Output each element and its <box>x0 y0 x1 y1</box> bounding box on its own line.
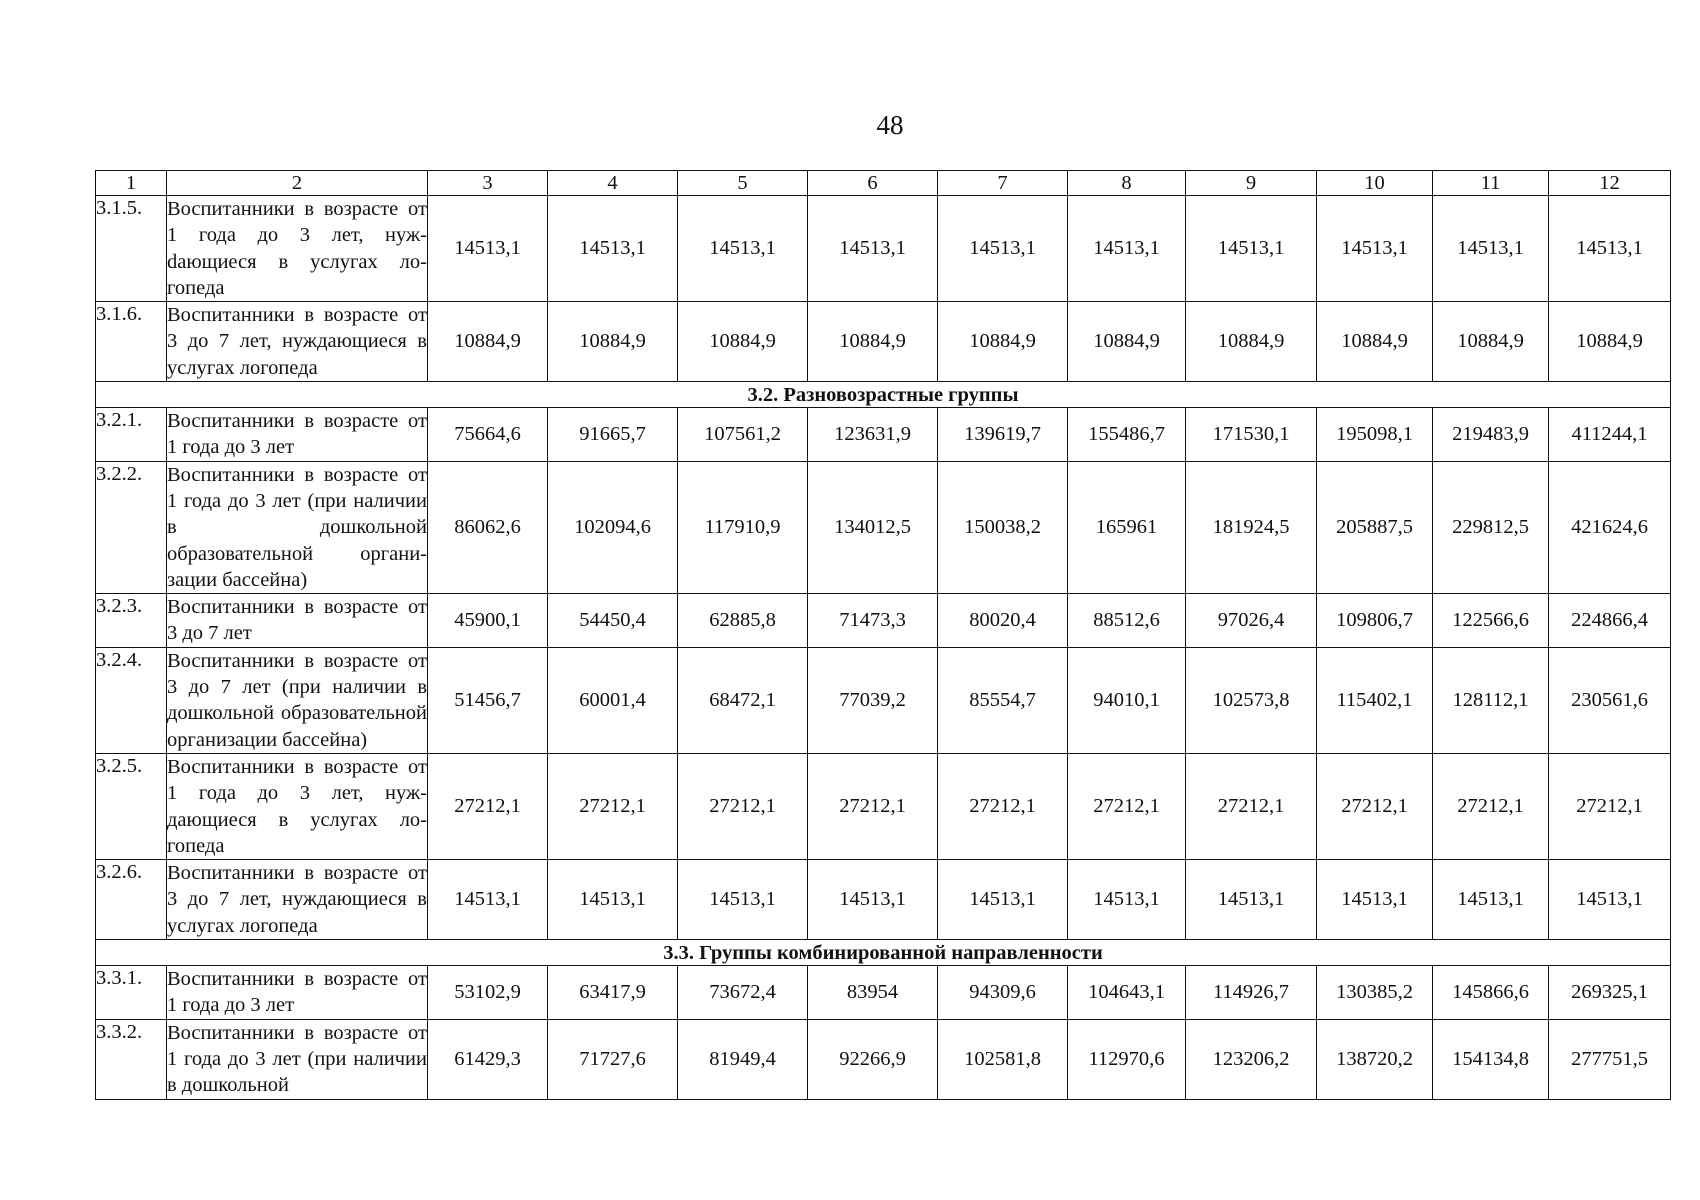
row-description: Воспитанники в возрасте от 3 до 7 лет (при наличии в дошкольной образовательной организации бассейна) <box>167 647 428 753</box>
value-cell: 45900,1 <box>428 594 548 648</box>
value-cell: 205887,5 <box>1317 461 1433 593</box>
value-cell: 14513,1 <box>1433 196 1549 302</box>
value-cell: 150038,2 <box>938 461 1068 593</box>
value-cell: 86062,6 <box>428 461 548 593</box>
value-cell: 195098,1 <box>1317 408 1433 462</box>
row-description: Воспитанники в возрасте от 1 года до 3 лет, нуждающиеся в услугах логопеда <box>167 753 428 859</box>
value-cell: 85554,7 <box>938 647 1068 753</box>
page-number: 48 <box>876 110 904 140</box>
value-cell: 60001,4 <box>548 647 678 753</box>
row-description: Воспитанники в возрасте от 3 до 7 лет, нуждающиеся в услугах логопеда <box>167 860 428 940</box>
value-cell: 171530,1 <box>1186 408 1317 462</box>
value-cell: 10884,9 <box>1433 302 1549 382</box>
value-cell: 14513,1 <box>1317 860 1433 940</box>
row-description: Воспитанники в возрасте от 1 года до 3 лет (при наличии в дошкольной <box>167 1019 428 1099</box>
value-cell: 71473,3 <box>808 594 938 648</box>
value-cell: 27212,1 <box>1549 753 1671 859</box>
value-cell: 68472,1 <box>678 647 808 753</box>
value-cell: 117910,9 <box>678 461 808 593</box>
value-cell: 94010,1 <box>1068 647 1186 753</box>
row-code: 3.3.2. <box>96 1019 167 1099</box>
value-cell: 14513,1 <box>938 860 1068 940</box>
table-row <box>96 1019 1671 1099</box>
value-cell: 109806,7 <box>1317 594 1433 648</box>
value-cell: 219483,9 <box>1433 408 1549 462</box>
value-cell: 10884,9 <box>1186 302 1317 382</box>
value-cell: 14513,1 <box>1549 860 1671 940</box>
value-cell: 130385,2 <box>1317 966 1433 1020</box>
value-cell: 27212,1 <box>428 753 548 859</box>
value-cell: 14513,1 <box>1068 196 1186 302</box>
value-cell: 145866,6 <box>1433 966 1549 1020</box>
value-cell: 165961 <box>1068 461 1186 593</box>
section-header-row <box>96 940 1671 966</box>
value-cell: 10884,9 <box>938 302 1068 382</box>
column-number-header: 6 <box>808 171 938 196</box>
value-cell: 27212,1 <box>1068 753 1186 859</box>
column-number-header: 12 <box>1549 171 1671 196</box>
value-cell: 14513,1 <box>938 196 1068 302</box>
value-cell: 10884,9 <box>428 302 548 382</box>
value-cell: 10884,9 <box>808 302 938 382</box>
value-cell: 10884,9 <box>1068 302 1186 382</box>
value-cell: 27212,1 <box>938 753 1068 859</box>
value-cell: 14513,1 <box>428 196 548 302</box>
value-cell: 224866,4 <box>1549 594 1671 648</box>
value-cell: 230561,6 <box>1549 647 1671 753</box>
value-cell: 14513,1 <box>1186 860 1317 940</box>
value-cell: 10884,9 <box>1549 302 1671 382</box>
value-cell: 14513,1 <box>678 860 808 940</box>
row-code: 3.2.2. <box>96 461 167 593</box>
value-cell: 115402,1 <box>1317 647 1433 753</box>
value-cell: 122566,6 <box>1433 594 1549 648</box>
value-cell: 14513,1 <box>548 860 678 940</box>
value-cell: 53102,9 <box>428 966 548 1020</box>
row-code: 3.2.6. <box>96 860 167 940</box>
value-cell: 14513,1 <box>1433 860 1549 940</box>
column-number-header: 9 <box>1186 171 1317 196</box>
column-number-header: 8 <box>1068 171 1186 196</box>
value-cell: 10884,9 <box>1317 302 1433 382</box>
column-number-header: 3 <box>428 171 548 196</box>
value-cell: 54450,4 <box>548 594 678 648</box>
value-cell: 27212,1 <box>1186 753 1317 859</box>
value-cell: 14513,1 <box>428 860 548 940</box>
value-cell: 27212,1 <box>808 753 938 859</box>
table-row <box>96 753 1671 859</box>
table-row <box>96 860 1671 940</box>
row-description: Воспитанники в возрасте от 1 года до 3 лет, нужdающиеся в услугах логопеда <box>167 196 428 302</box>
column-number-header: 10 <box>1317 171 1433 196</box>
value-cell: 14513,1 <box>808 860 938 940</box>
value-cell: 107561,2 <box>678 408 808 462</box>
table-row <box>96 196 1671 302</box>
row-code: 3.1.6. <box>96 302 167 382</box>
table-row <box>96 461 1671 593</box>
value-cell: 27212,1 <box>548 753 678 859</box>
value-cell: 102581,8 <box>938 1019 1068 1099</box>
row-code: 3.2.3. <box>96 594 167 648</box>
value-cell: 123206,2 <box>1186 1019 1317 1099</box>
row-code: 3.2.4. <box>96 647 167 753</box>
value-cell: 10884,9 <box>548 302 678 382</box>
value-cell: 63417,9 <box>548 966 678 1020</box>
table-row <box>96 302 1671 382</box>
value-cell: 91665,7 <box>548 408 678 462</box>
value-cell: 14513,1 <box>1317 196 1433 302</box>
column-number-header: 7 <box>938 171 1068 196</box>
value-cell: 75664,6 <box>428 408 548 462</box>
value-cell: 14513,1 <box>548 196 678 302</box>
value-cell: 27212,1 <box>1317 753 1433 859</box>
value-cell: 10884,9 <box>678 302 808 382</box>
row-description: Воспитанники в возрасте от 1 года до 3 лет <box>167 408 428 462</box>
section-title: 3.3. Группы комбинированной направленности <box>96 940 1671 966</box>
row-description: Воспитанники в возрасте от 1 года до 3 лет (при наличии в дошкольной образовательной организации бассейна) <box>167 461 428 593</box>
value-cell: 61429,3 <box>428 1019 548 1099</box>
row-description: Воспитанники в возрасте от 1 года до 3 лет <box>167 966 428 1020</box>
value-cell: 277751,5 <box>1549 1019 1671 1099</box>
value-cell: 138720,2 <box>1317 1019 1433 1099</box>
value-cell: 73672,4 <box>678 966 808 1020</box>
value-cell: 123631,9 <box>808 408 938 462</box>
value-cell: 114926,7 <box>1186 966 1317 1020</box>
value-cell: 155486,7 <box>1068 408 1186 462</box>
section-title: 3.2. Разновозрастные группы <box>96 382 1671 408</box>
value-cell: 14513,1 <box>1549 196 1671 302</box>
value-cell: 229812,5 <box>1433 461 1549 593</box>
column-number-header: 11 <box>1433 171 1549 196</box>
column-number-header: 1 <box>96 171 167 196</box>
value-cell: 181924,5 <box>1186 461 1317 593</box>
table-row <box>96 966 1671 1020</box>
value-cell: 128112,1 <box>1433 647 1549 753</box>
row-code: 3.2.5. <box>96 753 167 859</box>
value-cell: 77039,2 <box>808 647 938 753</box>
column-number-header: 4 <box>548 171 678 196</box>
value-cell: 112970,6 <box>1068 1019 1186 1099</box>
value-cell: 139619,7 <box>938 408 1068 462</box>
tariff-table <box>95 170 1671 1100</box>
value-cell: 62885,8 <box>678 594 808 648</box>
row-code: 3.1.5. <box>96 196 167 302</box>
value-cell: 80020,4 <box>938 594 1068 648</box>
value-cell: 14513,1 <box>1068 860 1186 940</box>
value-cell: 14513,1 <box>678 196 808 302</box>
value-cell: 27212,1 <box>678 753 808 859</box>
column-number-header: 2 <box>167 171 428 196</box>
value-cell: 83954 <box>808 966 938 1020</box>
value-cell: 134012,5 <box>808 461 938 593</box>
value-cell: 411244,1 <box>1549 408 1671 462</box>
row-code: 3.3.1. <box>96 966 167 1020</box>
row-code: 3.2.1. <box>96 408 167 462</box>
value-cell: 269325,1 <box>1549 966 1671 1020</box>
value-cell: 51456,7 <box>428 647 548 753</box>
value-cell: 81949,4 <box>678 1019 808 1099</box>
value-cell: 14513,1 <box>808 196 938 302</box>
value-cell: 102094,6 <box>548 461 678 593</box>
value-cell: 97026,4 <box>1186 594 1317 648</box>
row-description: Воспитанники в возрасте от 3 до 7 лет, нуждающиеся в услугах логопеда <box>167 302 428 382</box>
value-cell: 88512,6 <box>1068 594 1186 648</box>
value-cell: 27212,1 <box>1433 753 1549 859</box>
value-cell: 102573,8 <box>1186 647 1317 753</box>
table-row <box>96 408 1671 462</box>
table-row <box>96 594 1671 648</box>
section-header-row <box>96 382 1671 408</box>
value-cell: 421624,6 <box>1549 461 1671 593</box>
value-cell: 92266,9 <box>808 1019 938 1099</box>
column-number-header: 5 <box>678 171 808 196</box>
value-cell: 71727,6 <box>548 1019 678 1099</box>
value-cell: 14513,1 <box>1186 196 1317 302</box>
value-cell: 154134,8 <box>1433 1019 1549 1099</box>
value-cell: 104643,1 <box>1068 966 1186 1020</box>
row-description: Воспитанники в возрасте от 3 до 7 лет <box>167 594 428 648</box>
table-row <box>96 647 1671 753</box>
column-number-row <box>96 171 1671 196</box>
value-cell: 94309,6 <box>938 966 1068 1020</box>
